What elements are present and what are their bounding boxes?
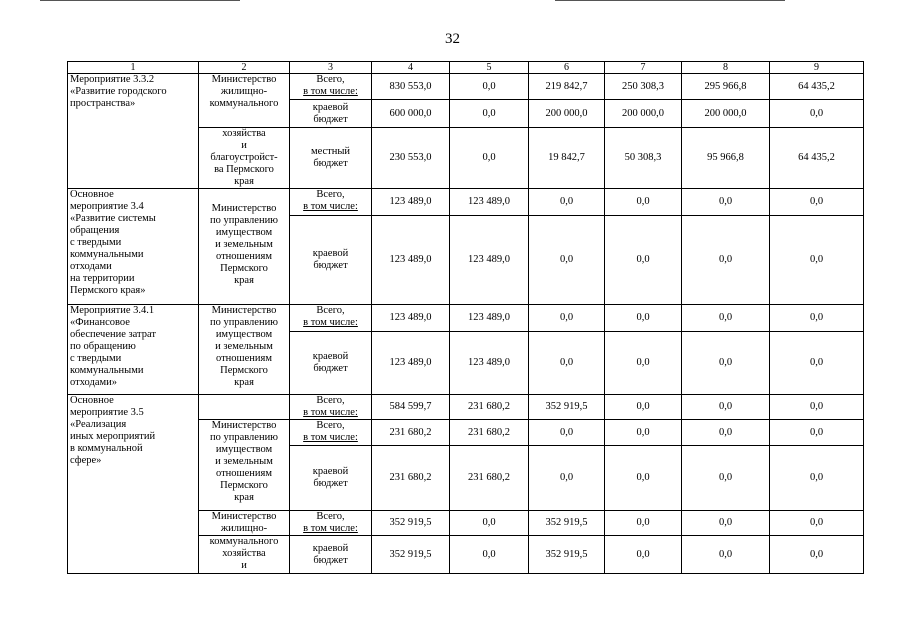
responsible-org-cell [199, 189, 290, 305]
value-cell: 123 489,0 [450, 216, 529, 305]
value-cell: 0,0 [529, 189, 605, 216]
text-line: Министерство [211, 305, 277, 316]
text-line: края [234, 377, 254, 388]
value-cell: 0,0 [682, 305, 770, 332]
text-line: ва Пермского [214, 164, 274, 175]
text-line: Министерство [211, 420, 277, 431]
org-text [201, 305, 287, 329]
text-line: мероприятие 3.5 [70, 407, 144, 418]
text-line: «Развитие системы [70, 213, 156, 224]
text-line: Пермского края» [70, 285, 146, 296]
value-cell: 231 680,2 [372, 446, 450, 511]
value-cell: 50 308,3 [605, 128, 682, 189]
source-total-cell: Всего, в том числе: [290, 74, 372, 100]
event-name-cell [68, 189, 199, 305]
value-cell: 0,0 [605, 395, 682, 420]
scan-edge-line-right [555, 0, 785, 1]
text-line: коммунального [209, 98, 279, 109]
text-line: по управлению [209, 317, 279, 328]
text-line: мероприятие 3.4 [70, 201, 144, 212]
text-line: и [241, 560, 247, 571]
text-line: и земельным [215, 341, 273, 352]
value-cell: 123 489,0 [372, 189, 450, 216]
page-number: 32 [445, 31, 460, 47]
value-cell: 295 966,8 [682, 74, 770, 100]
column-number: 8 [682, 62, 770, 74]
value-cell: 0,0 [605, 446, 682, 511]
value-cell: 0,0 [770, 216, 864, 305]
text-line: обращения [70, 225, 120, 236]
column-number: 2 [199, 62, 290, 74]
text-line: по управлению [209, 215, 279, 226]
source-regional-cell: краевой бюджет [290, 216, 372, 305]
text-line: Основное [70, 189, 114, 200]
value-cell: 64 435,2 [770, 128, 864, 189]
responsible-org-cell [199, 74, 290, 128]
value-cell: 123 489,0 [372, 332, 450, 395]
value-cell: 352 919,5 [372, 511, 450, 536]
value-cell: 123 489,0 [450, 305, 529, 332]
column-number: 6 [529, 62, 605, 74]
value-cell: 123 489,0 [450, 189, 529, 216]
text-line: жилищно- [220, 86, 268, 97]
text-line: и земельным [215, 456, 273, 467]
text-line: Пермского [220, 365, 268, 376]
org-text [201, 227, 287, 287]
source-local-cell: местный бюджет [290, 128, 372, 189]
text-line: благоустройст- [210, 152, 278, 163]
value-cell: 600 000,0 [372, 100, 450, 128]
value-cell: 0,0 [770, 536, 864, 574]
source-total-cell: Всего, в том числе: [290, 395, 372, 420]
value-cell: 0,0 [605, 216, 682, 305]
text-line: пространства» [70, 98, 136, 109]
org-text [201, 203, 287, 227]
budget-table [67, 61, 864, 574]
value-cell: 0,0 [450, 74, 529, 100]
org-text [201, 329, 287, 389]
text-line: коммунальными [70, 365, 144, 376]
text-line: хозяйства [222, 128, 266, 139]
text-line: края [234, 176, 254, 187]
text-line: в коммунальной [70, 443, 143, 454]
event-name-cell [68, 74, 199, 189]
text-line: «Реализация [70, 419, 127, 430]
value-cell: 219 842,7 [529, 74, 605, 100]
value-cell: 0,0 [529, 420, 605, 446]
text-line: с твердыми [70, 353, 122, 364]
text-line: отношениям [215, 353, 273, 364]
value-cell: 250 308,3 [605, 74, 682, 100]
value-cell: 352 919,5 [529, 395, 605, 420]
value-cell: 0,0 [450, 511, 529, 536]
event-name-cell [68, 305, 199, 395]
text-line: отходами [70, 261, 112, 272]
value-cell: 0,0 [682, 446, 770, 511]
column-number: 1 [68, 62, 199, 74]
value-cell: 123 489,0 [372, 216, 450, 305]
text-line: края [234, 492, 254, 503]
value-cell: 352 919,5 [529, 511, 605, 536]
responsible-org-cell [199, 536, 290, 574]
column-number-row [68, 62, 864, 74]
value-cell: 0,0 [605, 189, 682, 216]
value-cell: 231 680,2 [450, 420, 529, 446]
value-cell: 0,0 [770, 511, 864, 536]
value-cell: 584 599,7 [372, 395, 450, 420]
text-line: отходами» [70, 377, 118, 388]
value-cell: 830 553,0 [372, 74, 450, 100]
value-cell: 0,0 [605, 332, 682, 395]
text-line: имуществом [215, 444, 273, 455]
column-number: 4 [372, 62, 450, 74]
value-cell: 0,0 [605, 420, 682, 446]
text-line: Мероприятие 3.3.2 [70, 74, 155, 85]
column-number: 7 [605, 62, 682, 74]
value-cell: 0,0 [450, 128, 529, 189]
value-cell: 0,0 [682, 189, 770, 216]
org-text [201, 420, 287, 444]
responsible-org-cell [199, 420, 290, 511]
column-number: 5 [450, 62, 529, 74]
table-row [68, 189, 864, 216]
text-line: Министерство [211, 203, 277, 214]
source-total-cell: Всего, в том числе: [290, 305, 372, 332]
text-line: с твердыми [70, 237, 122, 248]
table-row [68, 305, 864, 332]
text-line: «Развитие городского [70, 86, 167, 97]
responsible-org-cell [199, 128, 290, 189]
text-line: по управлению [209, 432, 279, 443]
table-row [68, 395, 864, 420]
text-line: отношениям [215, 251, 273, 262]
text-line: Пермского [220, 480, 268, 491]
source-total-cell: Всего, в том числе: [290, 511, 372, 536]
value-cell: 231 680,2 [372, 420, 450, 446]
value-cell: 64 435,2 [770, 74, 864, 100]
value-cell: 231 680,2 [450, 446, 529, 511]
value-cell: 0,0 [529, 446, 605, 511]
text-line: Министерство [211, 74, 277, 85]
text-line: на территории [70, 273, 135, 284]
scan-edge-line-left [40, 0, 240, 1]
event-name-cell [68, 395, 199, 574]
source-total-cell: Всего, в том числе: [290, 189, 372, 216]
text-line: по обращению [70, 341, 136, 352]
text-line: Пермского [220, 263, 268, 274]
value-cell: 0,0 [529, 305, 605, 332]
source-regional-cell: краевой бюджет [290, 332, 372, 395]
value-cell: 352 919,5 [529, 536, 605, 574]
value-cell: 0,0 [605, 511, 682, 536]
value-cell: 0,0 [682, 536, 770, 574]
value-cell: 0,0 [682, 216, 770, 305]
text-line: «Финансовое [70, 317, 130, 328]
value-cell: 0,0 [770, 332, 864, 395]
value-cell: 19 842,7 [529, 128, 605, 189]
text-line: Министерство [211, 511, 277, 522]
text-line: имуществом [215, 227, 273, 238]
responsible-org-cell [199, 305, 290, 395]
value-cell: 200 000,0 [682, 100, 770, 128]
text-line: Основное [70, 395, 114, 406]
empty-org-cell [199, 395, 290, 420]
text-line: имуществом [215, 329, 273, 340]
value-cell: 0,0 [770, 446, 864, 511]
column-number: 3 [290, 62, 372, 74]
value-cell: 0,0 [770, 305, 864, 332]
text-line: и [241, 140, 247, 151]
text-line: сфере» [70, 455, 102, 466]
text-line: края [234, 275, 254, 286]
value-cell: 0,0 [529, 332, 605, 395]
value-cell: 0,0 [770, 100, 864, 128]
text-line: обеспечение затрат [70, 329, 156, 340]
value-cell: 0,0 [770, 420, 864, 446]
value-cell: 0,0 [529, 216, 605, 305]
value-cell: 0,0 [682, 395, 770, 420]
text-line: отношениям [215, 468, 273, 479]
text-line: коммунального [209, 536, 279, 547]
value-cell: 0,0 [682, 420, 770, 446]
text-line: коммунальными [70, 249, 144, 260]
value-cell: 123 489,0 [372, 305, 450, 332]
source-regional-cell: краевой бюджет [290, 446, 372, 511]
table-row [68, 74, 864, 100]
value-cell: 200 000,0 [529, 100, 605, 128]
value-cell: 123 489,0 [450, 332, 529, 395]
value-cell: 0,0 [682, 332, 770, 395]
text-line: жилищно- [220, 523, 268, 534]
value-cell: 0,0 [770, 189, 864, 216]
value-cell: 95 966,8 [682, 128, 770, 189]
text-line: хозяйства [222, 548, 266, 559]
value-cell: 230 553,0 [372, 128, 450, 189]
value-cell: 200 000,0 [605, 100, 682, 128]
text-line: и земельным [215, 239, 273, 250]
value-cell: 231 680,2 [450, 395, 529, 420]
org-text [201, 444, 287, 504]
source-total-cell: Всего, в том числе: [290, 420, 372, 446]
source-regional-cell: краевой бюджет [290, 100, 372, 128]
value-cell: 0,0 [770, 395, 864, 420]
value-cell: 0,0 [682, 511, 770, 536]
value-cell: 0,0 [450, 536, 529, 574]
value-cell: 0,0 [450, 100, 529, 128]
value-cell: 0,0 [605, 536, 682, 574]
value-cell: 352 919,5 [372, 536, 450, 574]
text-line: Мероприятие 3.4.1 [70, 305, 155, 316]
value-cell: 0,0 [605, 305, 682, 332]
responsible-org-cell [199, 511, 290, 536]
column-number: 9 [770, 62, 864, 74]
text-line: иных мероприятий [70, 431, 156, 442]
source-regional-cell: краевой бюджет [290, 536, 372, 574]
